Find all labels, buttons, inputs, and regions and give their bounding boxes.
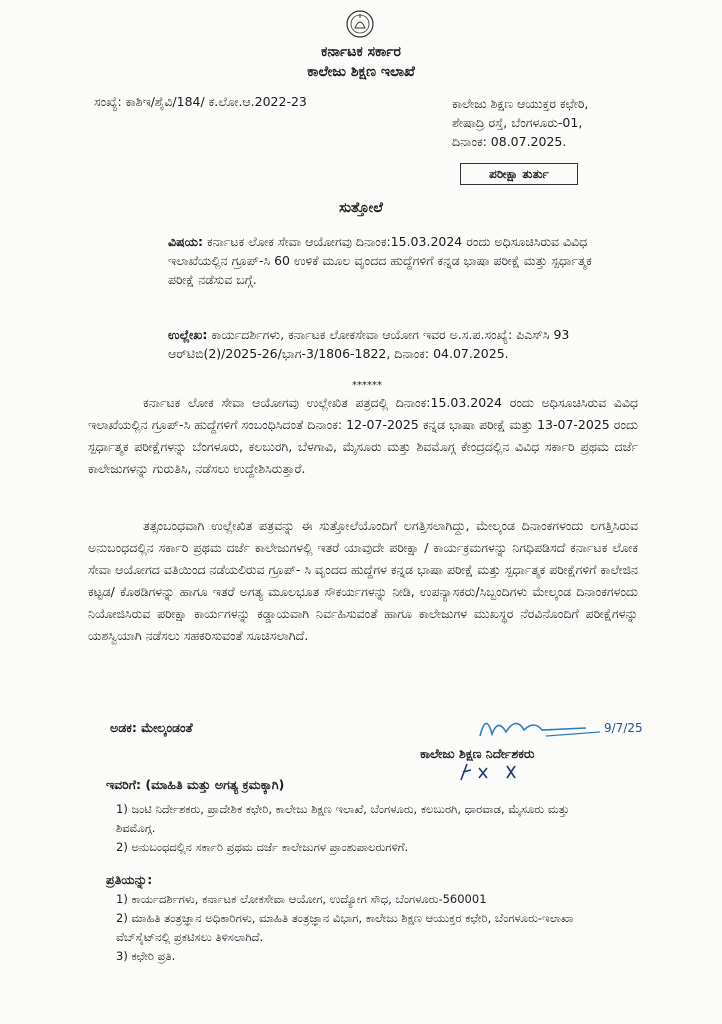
signatory-title: ಕಾಲೇಜು ಶಿಕ್ಷಣ ನಿರ್ದೇಶಕರು <box>420 746 535 761</box>
enclosure-note: ಅಡಕ: ಮೇಲ್ಕಂಡಂತೆ <box>110 720 193 735</box>
recipients-list <box>116 800 606 857</box>
list-item: 2) ಅನುಬಂಧದಲ್ಲಿನ ಸರ್ಕಾರಿ ಪ್ರಥಮ ದರ್ಜೆ ಕಾಲೇಜುಗಳ ಪ್ರಾಂಶುಪಾಲರುಗಳಿಗೆ. <box>116 840 409 854</box>
address-line-2: ಶೇಷಾದ್ರಿ ರಸ್ತೆ, ಬೆಂಗಳೂರು-01, <box>452 115 583 130</box>
issue-date: ದಿನಾಂಕ: 08.07.2025. <box>452 134 567 149</box>
handwritten-signature <box>476 706 656 746</box>
recipients-heading: ಇವರಿಗೆ: (ಮಾಹಿತಿ ಮತ್ತು ಅಗತ್ಯ ಕ್ರಮಕ್ಕಾಗಿ) <box>106 777 285 792</box>
address-line-1: ಕಾಲೇಜು ಶಿಕ್ಷಣ ಆಯುಕ್ತರ ಕಛೇರಿ, <box>452 96 589 111</box>
handwritten-initials <box>457 760 537 784</box>
government-name: ಕರ್ನಾಟಕ ಸರ್ಕಾರ <box>321 44 401 60</box>
body-paragraph-2: ತತ್ಸಂಬಂಧವಾಗಿ ಉಲ್ಲೇಖಿತ ಪತ್ರವನ್ನು ಈ ಸುತ್ತೋಲೆಯೊಂದಿಗೆ ಲಗತ್ತಿಸಲಾಗಿದ್ದು, ಮೇಲ್ಕಂಡ ದಿನಾಂಕಗಳಂದು ಲಗತ್ತಿಸಿರುವ ಅನುಬಂಧದಲ್ಲಿನ ಸರ್ಕಾರಿ ಪ್ರಥಮ ದರ್ಜೆ ಕಾಲೇಜುಗಳಲ್ಲಿ ಇತರೆ ಯಾವುದೇ ಪರೀಕ್ಷಾ / ಕಾರ್ಯಕ್ರಮಗಳನ್ನು ನಿಗಧಿಪಡಿಸದೆ ಕರ್ನಾಟಕ ಲೋಕ ಸೇವಾ ಆಯೋಗದ ವತಿಯಿಂದ ನಡೆಯಲಿರುವ ಗ್ರೂಪ್- ಸಿ ವೃಂದದ ಹುದ್ದೆಗಳ ಕನ್ನಡ ಭಾಷಾ ಪರೀಕ್ಷೆ ಮತ್ತು ಸ್ಪರ್ಧಾತ್ಮಕ ಪರೀಕ್ಷೆಗಳಿಗೆ ಕಾಲೇಜಿನ ಕಟ್ಟಡ/ ಕೊಠಡಿಗಳನ್ನು ಹಾಗೂ ಇತರೆ ಅಗತ್ಯ ಮೂಲಭೂತ ಸೌಕರ್ಯಗಳನ್ನು ನೀಡಿ, ಉಪನ್ಯಾಸಕರು/ಸಿಬ್ಬಂದಿಗಳು ಮೇಲ್ಕಂಡ ದಿನಾಂಕಗಳಂದು ನಿಯೋಜಿಸಿರುವ ಪರೀಕ್ಷಾ ಕಾರ್ಯಗಳನ್ನು ಕಡ್ಡಾಯವಾಗಿ ನಿರ್ವಹಿಸುವಂತೆ ಹಾಗೂ ಕಾಲೇಜುಗಳ ಮುಖಸ್ಥರ ನೆರವಿನೊಂದಿಗೆ ಪರೀಕ್ಷೆಗಳನ್ನು ಯಶಸ್ವಿಯಾಗಿ ನಡೆಸಲು ಸಹಕರಿಸುವಂತೆ ಸೂಚಿಸಲಾಗಿದೆ. <box>88 518 638 643</box>
reference-number: ಸಂಖ್ಯೆ: ಕಾಶಿಇ/ಶೈವಿ/184/ ಕ.ಲೋ.ಆ.2022-23 <box>94 94 307 109</box>
urgent-stamp: ಪರೀಕ್ಷಾ ತುರ್ತು <box>460 163 578 185</box>
list-item: 1) ಜಂಟಿ ನಿರ್ದೇಶಕರು, ಪ್ರಾದೇಶಿಕ ಕಛೇರಿ, ಕಾಲೇಜು ಶಿಕ್ಷಣ ಇಲಾಖೆ, ಬೆಂಗಳೂರು, ಕಲಬುರಗಿ, ಧಾರವಾಡ, ಮೈಸೂರು ಮತ್ತು ಶಿವಮೊಗ್ಗ. <box>116 802 570 835</box>
subject-text: ಕರ್ನಾಟಕ ಲೋಕ ಸೇವಾ ಆಯೋಗವು ದಿನಾಂಕ:15.03.2024 ರಂದು ಅಧಿಸೂಚಿಸಿರುವ ವಿವಿಧ ಇಲಾಖೆಯಲ್ಲಿನ ಗ್ರೂಪ್-ಸಿ 60 ಉಳಿಕೆ ಮೂಲ ವೃಂದದ ಹುದ್ದೆಗಳಿಗೆ ಕನ್ನಡ ಭಾಷಾ ಪರೀಕ್ಷೆ ಮತ್ತು ಸ್ಪರ್ಧಾತ್ಮಕ ಪರೀಕ್ಷೆ ನಡೆಸುವ ಬಗ್ಗೆ. <box>168 234 592 287</box>
government-emblem-icon <box>345 8 375 40</box>
body-paragraph-1: ಕರ್ನಾಟಕ ಲೋಕ ಸೇವಾ ಆಯೋಗವು ಉಲ್ಲೇಖಿತ ಪತ್ರದಲ್ಲಿ ದಿನಾಂಕ:15.03.2024 ರಂದು ಅಧಿಸೂಚಿಸಿರುವ ವಿವಿಧ ಇಲಾಖೆಯಲ್ಲಿನ ಗ್ರೂಪ್-ಸಿ ಹುದ್ದೆಗಳಿಗೆ ಸಂಬಂಧಿಸಿದಂತೆ ದಿನಾಂಕ: 12-07-2025 ಕನ್ನಡ ಭಾಷಾ ಪರೀಕ್ಷೆ ಮತ್ತು 13-07-2025 ರಂದು ಸ್ಪರ್ಧಾತ್ಮಕ ಪರೀಕ್ಷೆಗಳನ್ನು ಬೆಂಗಳೂರು, ಕಲಬುರಗಿ, ಬೆಳಗಾವಿ, ಮೈಸೂರು ಮತ್ತು ಶಿವಮೊಗ್ಗ ಕೇಂದ್ರದಲ್ಲಿನ ವಿವಿಧ ಸರ್ಕಾರಿ ಪ್ರಥಮ ದರ್ಜೆ ಕಾಲೇಜುಗಳನ್ನು ಗುರುತಿಸಿ, ನಡೆಸಲು ಉದ್ದೇಶಿಸಿರುತ್ತಾರೆ. <box>88 395 638 476</box>
department-name: ಕಾಲೇಜು ಶಿಕ್ಷಣ ಇಲಾಖೆ <box>307 64 415 80</box>
office-address <box>452 94 672 151</box>
list-item: 2) ಮಾಹಿತಿ ತಂತ್ರಜ್ಞಾನ ಅಧಿಕಾರಿಗಳು, ಮಾಹಿತಿ ತಂತ್ರಜ್ಞಾನ ವಿಭಾಗ, ಕಾಲೇಜು ಶಿಕ್ಷಣ ಆಯುಕ್ತರ ಕಛೇರಿ, ಬೆಂಗಳೂರು-ಇಲಾಖಾ ವೆಬ್‌ಸೈಟ್‌ನಲ್ಲಿ ಪ್ರಕಟಿಸಲು ತಿಳಿಸಲಾಗಿದೆ. <box>116 911 574 944</box>
subject-block <box>168 232 608 289</box>
copy-heading: ಪ್ರತಿಯನ್ನು: <box>106 872 153 887</box>
list-item: 3) ಕಛೇರಿ ಪ್ರತಿ. <box>116 949 176 963</box>
reference-text: ಕಾರ್ಯದರ್ಶಿಗಳು, ಕರ್ನಾಟಕ ಲೋಕಸೇವಾ ಆಯೋಗ ಇವರ ಅ.ಸ.ಪ.ಸಂಖ್ಯೆ: ಪಿಎಸ್‌ಸಿ 93 ಆರ್‌ಟಿಬಿ(2)/2025-26/ಭಾಗ-3/1806-1822, ದಿನಾಂಕ: 04.07.2025. <box>168 327 570 361</box>
list-item: 1) ಕಾರ್ಯದರ್ಶಿಗಳು, ಕರ್ನಾಟಕ ಲೋಕಸೇವಾ ಆಯೋಗ, ಉದ್ಯೋಗ ಸೌಧ, ಬೆಂಗಳೂರು-560001 <box>116 892 487 906</box>
subject-label: ವಿಷಯ: <box>168 234 203 249</box>
circular-title: ಸುತ್ತೋಲೆ <box>339 200 383 216</box>
reference-label: ಉಲ್ಲೇಖ: <box>168 327 208 342</box>
separator: ****** <box>352 380 382 391</box>
copy-list <box>116 890 606 966</box>
signature-date: 9/7/25 <box>604 721 643 735</box>
reference-block <box>168 325 608 363</box>
